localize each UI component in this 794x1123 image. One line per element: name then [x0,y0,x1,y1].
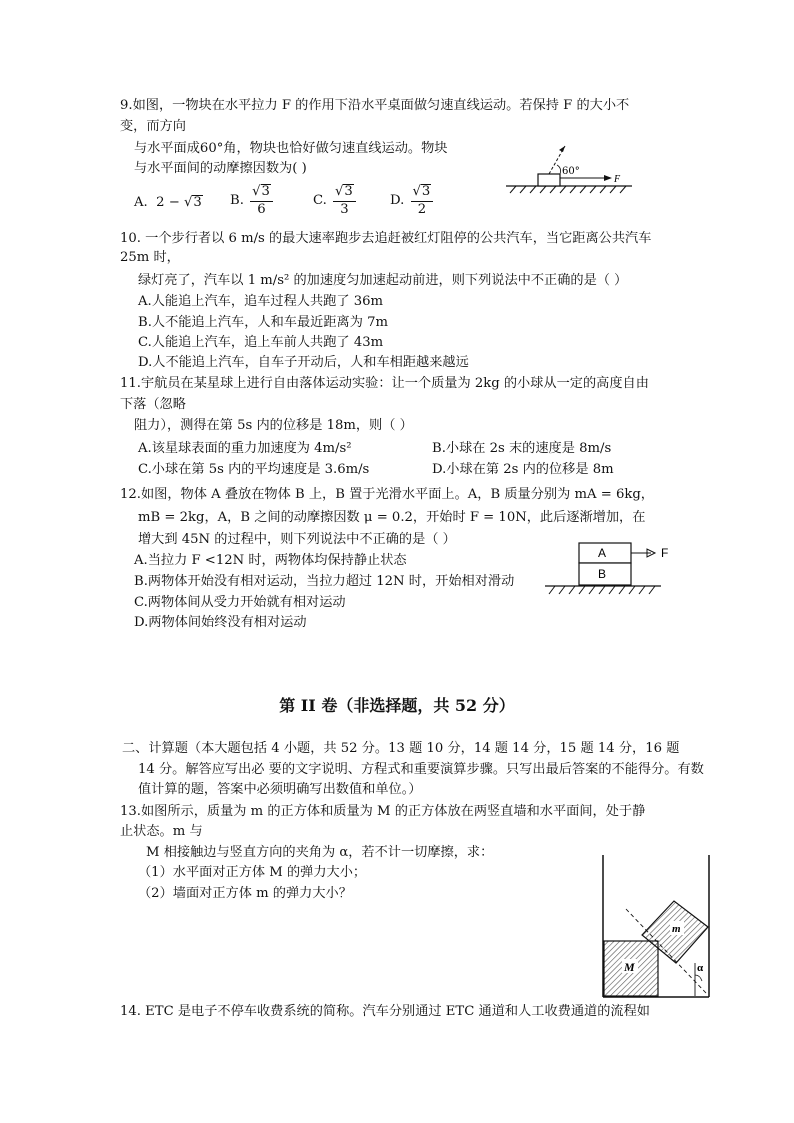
q9-figure [500,138,640,198]
force-label: F [614,174,621,185]
q11-option-a: A.该星球表面的重力加速度为 4m/s² [138,441,352,456]
ground-hatch [549,586,655,594]
label-b: B [598,567,607,581]
q9-option-c [313,183,358,218]
q9-line2: 变，而方向 [120,119,186,134]
q10-option-d: D.人不能追上汽车，自车子开动后，人和车相距越来越远 [138,355,469,370]
q9-option-d [390,183,435,218]
q11-line2: 下落（忽略 [120,397,186,412]
angle-arc [695,975,702,981]
q10-option-a: A.人能追上汽车，追车过程人共跑了 36m [138,294,384,309]
q13-figure [598,855,722,1003]
root-value: 3 [421,184,431,199]
q14-line1: 14. ETC 是电子不停车收费系统的简称。汽车分别通过 ETC 通道和人工收费通道的流程如 [120,1004,650,1019]
fraction: $\frac{√3}{3}$ [333,183,356,218]
q9-option-a: A. 2 − √3 [134,195,202,210]
q12-figure [543,540,673,602]
calc-line2: 14 分。解答应写出必 要的文字说明、方程式和重要演算步骤。只写出最后答案的不能得分。有数 [138,762,704,777]
q12-line2: mB = 2kg，A，B 之间的动摩擦因数 μ = 0.2，开始时 F = 10N，此后逐渐增加，在 [138,510,646,525]
q11-line1: 11.宇航员在某星球上进行自由落体运动实验：让一个质量为 2kg 的小球从一定的高度自由 [120,376,649,391]
q9-line3: 与水平面成60°角，物块也恰好做匀速直线运动。物块 [134,141,448,156]
q12-line1: 12.如图，物体 A 叠放在物体 B 上，B 置于光滑水平面上。A，B 质量分别为 mA = 6kg， [120,487,654,502]
force-label: F [661,546,669,560]
block [538,174,560,186]
option-label: B. [230,193,244,208]
q13-sub1: （1）水平面对正方体 M 的弹力大小； [138,865,367,880]
root-value: 3 [193,195,202,210]
q9-option-b [230,183,275,218]
q13-line1: 13.如图所示，质量为 m 的正方体和质量为 M 的正方体放在两竖直墙和水平面间，处于静 [120,804,646,819]
q11-option-d: D.小球在第 2s 内的位移是 8m [432,462,614,477]
label-a: A [598,546,607,560]
root-value: 3 [261,184,270,199]
calc-line1: 二、计算题（本大题包括 4 小题，共 52 分。13 题 10 分，14 题 14 分，15 题 14 分，16 题 [122,741,680,756]
denominator: 6 [257,202,266,217]
q12-option-c: C.两物体间从受力开始就有相对运动 [134,595,346,610]
q12-option-a: A.当拉力 F <12N 时，两物体均保持静止状态 [134,553,407,568]
denominator: 3 [340,202,349,217]
label-small-m: m [672,923,681,935]
q12-option-b: B.两物体开始没有相对运动，当拉力超过 12N 时，开始相对滑动 [134,574,515,589]
q13-line2: 止状态。m 与 [120,824,203,839]
q10-line2: 25m 时， [120,250,180,265]
q13-sub2: （2）墙面对正方体 m 的弹力大小？ [138,886,352,901]
q11-option-c: C.小球在第 5s 内的平均速度是 3.6m/s [138,462,370,477]
angle-arc [557,165,561,174]
root-value: 3 [344,184,353,199]
option-label: D. [390,193,405,208]
q10-line1: 10. 一个步行者以 6 m/s 的最大速率跑步去追赶被红灯阻停的公共汽车，当它距离公共汽车 [120,231,652,246]
q12-line3: 增大到 45N 的过程中，则下列说法中不正确的是（ ） [138,532,456,547]
angle-label: 60° [562,166,580,177]
ground-hatch [510,186,626,193]
calc-line3: 值计算的题，答案中必须明确写出数值和单位。） [138,782,422,797]
q11-line3: 阻力），测得在第 5s 内的位移是 18m，则（ ） [134,418,413,433]
angled-arrow-head [559,146,565,152]
q12-option-d: D.两物体间始终没有相对运动 [134,615,307,630]
section-header: 第 II 卷（非选择题，共 52 分） [279,696,515,715]
option-label: A. [134,195,148,210]
q10-option-c: C.人能追上汽车，追上车前人共跑了 43m [138,335,384,350]
q10-line3: 绿灯亮了，汽车以 1 m/s² 的加速度匀加速起动前进，则下列说法中不正确的是（ ） [138,273,628,288]
fraction: $\frac{√3}{2}$ [411,183,434,218]
label-big-m: M [624,960,635,974]
q11-option-b: B.小球在 2s 末的速度是 8m/s [432,441,612,456]
q9-line1: 9.如图，一物块在水平拉力 F 的作用下沿水平桌面做匀速直线运动。若保持 F 的大小不 [120,98,630,113]
denominator: 2 [417,202,427,217]
option-text: 2 − [156,195,184,210]
q10-option-b: B.人不能追上汽车，人和车最近距离为 7m [138,315,388,330]
fraction: $\frac{√3}{6}$ [250,183,273,218]
q9-line4: 与水平面间的动摩擦因数为( ) [134,161,307,176]
q13-line3: M 相接触边与竖直方向的夹角为 α，若不计一切摩擦，求： [146,845,494,860]
force-arrow-head [604,175,612,181]
option-label: C. [313,193,327,208]
label-alpha: α [697,962,704,974]
